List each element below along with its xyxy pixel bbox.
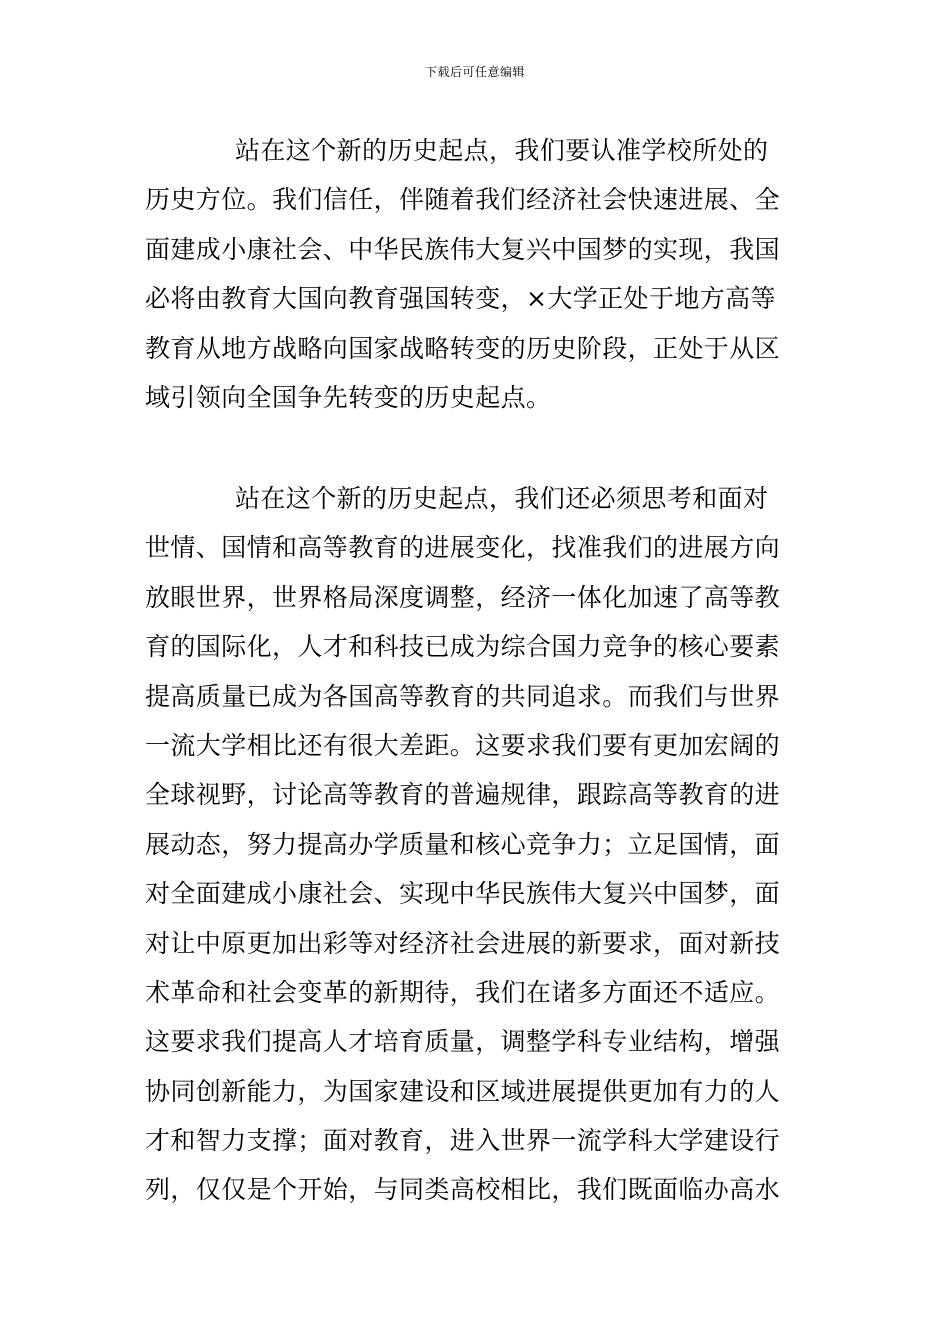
paragraph-1: [145, 126, 805, 422]
paragraph-line: 放眼世界，世界格局深度调整，经济一体化加速了高等教: [145, 582, 781, 612]
paragraph-line: 育的国际化，人才和科技已成为综合国力竞争的核心要素: [145, 632, 781, 662]
paragraph-line: 协同创新能力，为国家建设和区域进展提供更加有力的人: [145, 1076, 781, 1106]
paragraph-line: 面建成小康社会、中华民族伟大复兴中国梦的实现，我国: [145, 234, 781, 264]
paragraph-line: 一流大学相比还有很大差距。这要求我们要有更加宏阔的: [145, 730, 781, 760]
paragraph-2: [145, 474, 805, 1215]
paragraph-line: 必将由教育大国向教育强国转变，×大学正处于地方高等: [145, 284, 776, 314]
paragraph-line: 术革命和社会变革的新期待，我们在诸多方面还不适应。: [145, 977, 781, 1007]
paragraph-line: 历史方位。我们信任，伴随着我们经济社会快速进展、全: [145, 185, 781, 215]
paragraph-line: 域引领向全国争先转变的历史起点。: [145, 382, 552, 412]
paragraph-line: 对全面建成小康社会、实现中华民族伟大复兴中国梦，面: [145, 879, 781, 909]
paragraph-line: 全球视野，讨论高等教育的普遍规律，跟踪高等教育的进: [145, 780, 781, 810]
page-header: 下载后可任意编辑: [424, 65, 525, 79]
paragraph-line: 才和智力支撑；面对教育，进入世界一流学科大学建设行: [145, 1126, 781, 1156]
paragraph-line: 展动态，努力提高办学质量和核心竞争力；立足国情，面: [145, 829, 781, 859]
paragraph-line: 对让中原更加出彩等对经济社会进展的新要求，面对新技: [145, 928, 781, 958]
paragraph-line: 教育从地方战略向国家战略转变的历史阶段，正处于从区: [145, 333, 781, 363]
paragraph-line: 站在这个新的历史起点，我们要认准学校所处的: [235, 136, 769, 165]
paragraph-line: 站在这个新的历史起点，我们还必须思考和面对: [235, 484, 769, 513]
paragraph-line: 世情、国情和高等教育的进展变化，找准我们的进展方向: [145, 533, 781, 563]
paragraph-line: 提高质量已成为各国高等教育的共同追求。而我们与世界: [145, 681, 781, 711]
paragraph-line: 列，仅仅是个开始，与同类高校相比，我们既面临办高水: [145, 1175, 781, 1205]
paragraph-line: 这要求我们提高人才培育质量，调整学科专业结构，增强: [145, 1027, 781, 1057]
